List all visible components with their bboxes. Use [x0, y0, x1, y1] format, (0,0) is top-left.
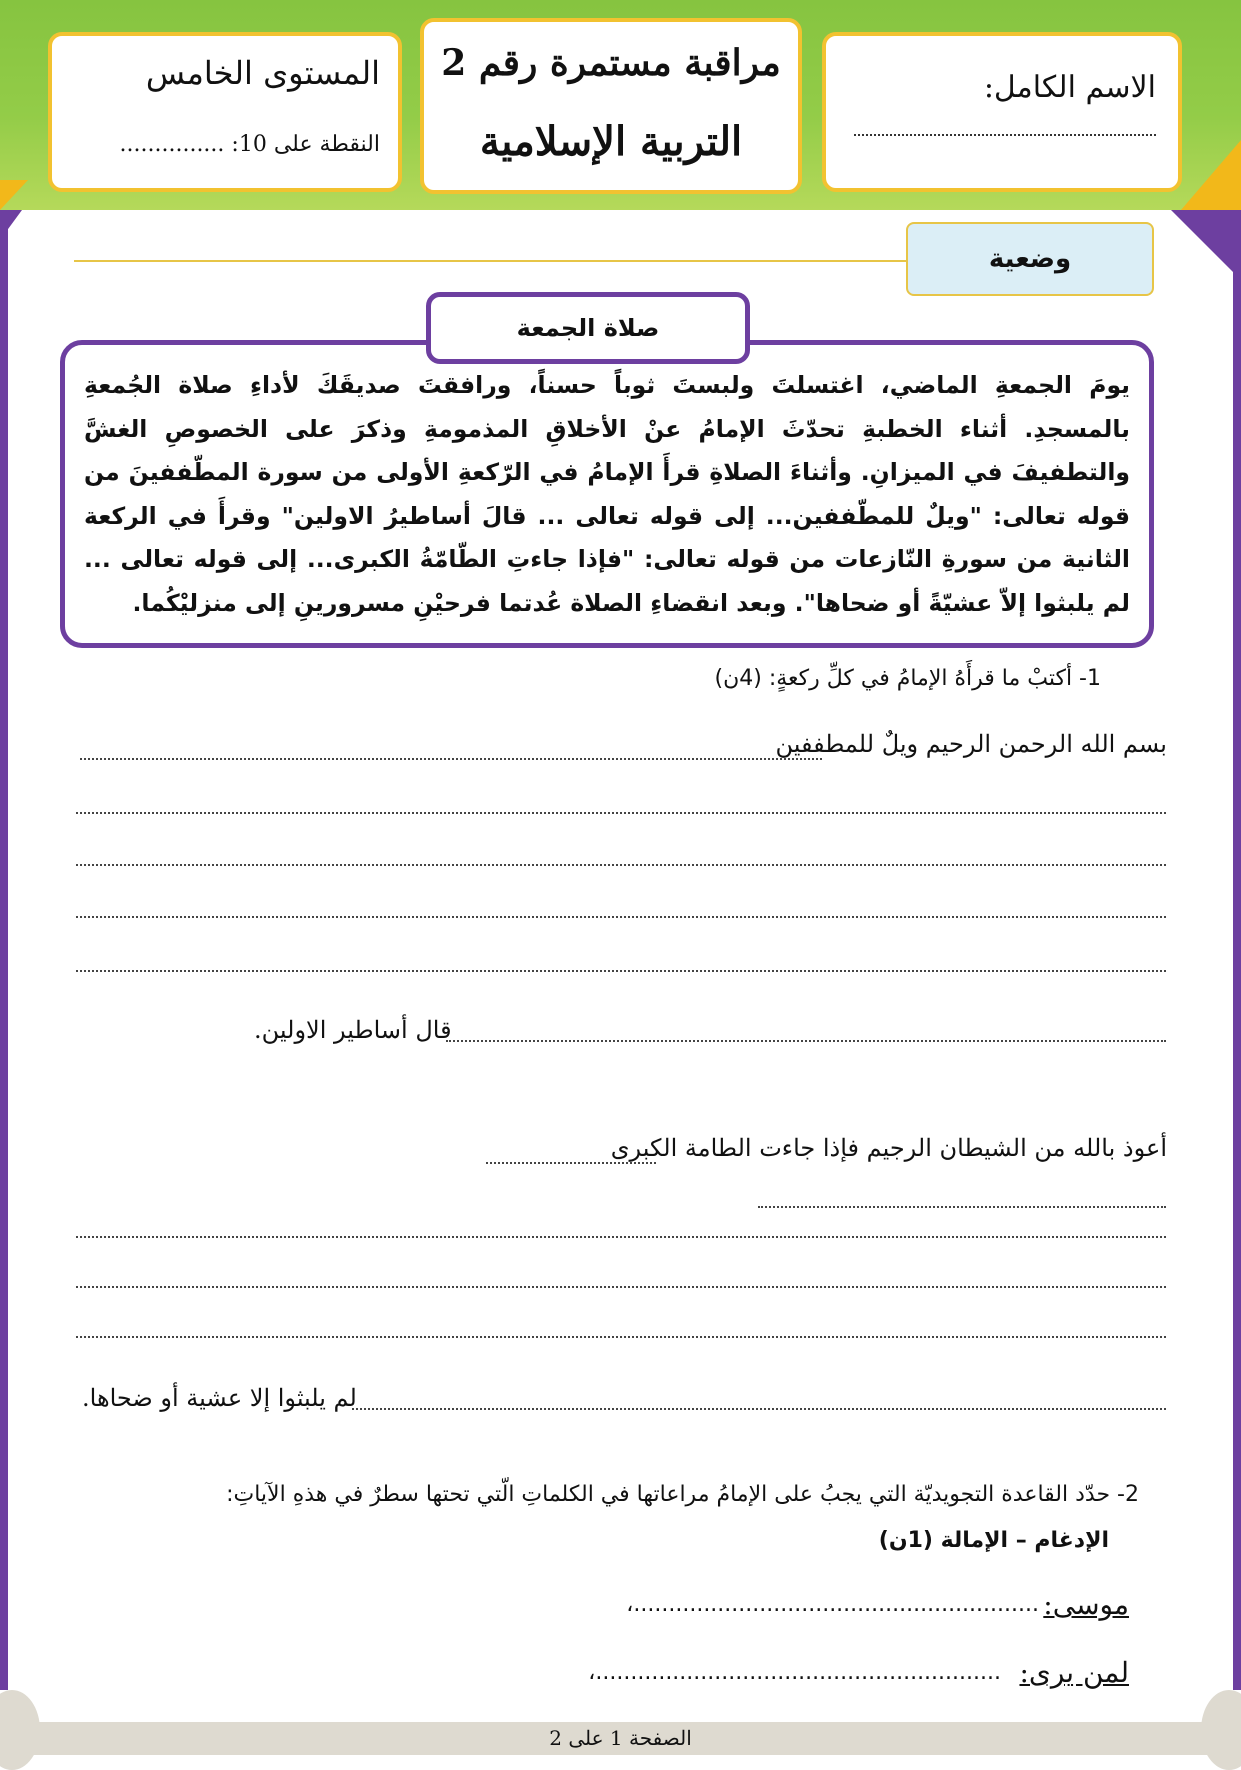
- exam-title: مراقبة مستمرة رقم 2: [441, 42, 781, 84]
- passage-text: يومَ الجمعةِ الماضي، اغتسلتَ ولبستَ ثوباً حسناً، ورافقتَ صديقَكَ لأداءِ صلاة الجُمعةِ بالمسجدِ. أثناء الخطبةِ تحدّثَ الإمامُ عنْ الأخلاقِ المذمومةِ وذكرَ على الخصوصِ الغشَّ والتطفيفَ في الميزانِ. وأثناءَ الصلاةِ قرأَ الإمامُ في الرّكعةِ الأولى من سورة المطّففينَ من قوله تعالى: "ويلٌ للمطّففين... إلى قوله تعالى ... قالَ أساطيرُ الاولين" وقرأَ في الركعة الثانية من سورةِ النّازعات من قوله تعالى: "فإذا جاءتِ الطّامّةُ الكبرى... إلى قوله تعالى ... لم يلبثوا إلاّ عشيّةً أو ضحاها". وبعد انقضاءِ الصلاة عُدتما فرحيْنِ مسرورينِ إلى منزليْكُما.: [84, 371, 1130, 617]
- answer-line[interactable]: [76, 1236, 1166, 1238]
- subject-title: التربية الإسلامية: [479, 118, 743, 165]
- divider: [74, 260, 910, 262]
- score-field[interactable]: النقطة على 10: ...............: [119, 132, 380, 157]
- answer-line[interactable]: [446, 1040, 1166, 1042]
- answer-line[interactable]: [352, 1408, 1166, 1410]
- passage-title: صلاة الجمعة: [426, 292, 750, 364]
- handwritten-answer: لم يلبثوا إلا عشية أو ضحاها.: [82, 1384, 357, 1412]
- corner-decoration: [1181, 140, 1241, 210]
- name-label: الاسم الكامل:: [983, 70, 1156, 105]
- answer-line[interactable]: [76, 1336, 1166, 1338]
- level-label: المستوى الخامس: [145, 54, 380, 92]
- underlined-word: موسى:: [1043, 1588, 1129, 1621]
- underlined-word: لمن يرى:: [1019, 1656, 1129, 1689]
- question-2-options: الإدغام – الإمالة (1ن): [878, 1528, 1109, 1553]
- exam-title-box: [420, 18, 802, 194]
- answer-line[interactable]: [80, 758, 822, 760]
- answer-field[interactable]: ..........................................................،: [626, 1592, 1039, 1617]
- situation-label: وضعية: [906, 222, 1154, 296]
- answer-line[interactable]: [76, 1286, 1166, 1288]
- name-field[interactable]: [854, 134, 1156, 136]
- side-border: [0, 210, 8, 1690]
- question-1: 1- أكتبْ ما قرأَهُ الإمامُ في كلِّ ركعةٍ: (4ن): [714, 666, 1101, 691]
- answer-line[interactable]: [76, 812, 1166, 814]
- level-box: [48, 32, 402, 192]
- side-border: [1233, 210, 1241, 1690]
- corner-decoration: [0, 180, 28, 210]
- answer-line[interactable]: [76, 864, 1166, 866]
- handwritten-answer: بسم الله الرحمن الرحيم ويلٌ للمطففين: [775, 730, 1167, 758]
- answer-line[interactable]: [758, 1206, 1166, 1208]
- question-2: 2- حدّد القاعدة التجويديّة التي يجبُ على الإمامُ مراعاتها في الكلماتِ الّتي تحتها سطرٌ في هذهِ الآياتِ:: [226, 1482, 1139, 1507]
- corner-decoration: [1171, 210, 1241, 280]
- handwritten-answer: أعوذ بالله من الشيطان الرجيم فإذا جاءت الطامة الكبرى: [610, 1134, 1167, 1162]
- answer-line[interactable]: [76, 916, 1166, 918]
- answer-line[interactable]: [76, 970, 1166, 972]
- page-number: الصفحة 1 على 2: [549, 1726, 692, 1750]
- handwritten-answer: قال أساطير الاولين.: [254, 1016, 452, 1044]
- corner-decoration: [0, 210, 22, 240]
- student-name-box: [822, 32, 1182, 192]
- answer-line[interactable]: [486, 1162, 656, 1164]
- answer-field[interactable]: ..........................................................،: [588, 1660, 1001, 1685]
